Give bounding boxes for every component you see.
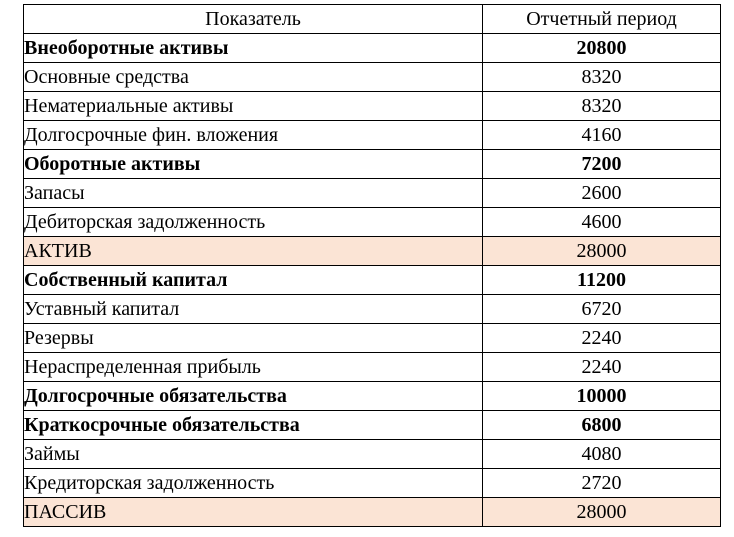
row-label: Долгосрочные обязательства (24, 382, 483, 411)
column-header-indicator: Показатель (24, 5, 483, 34)
row-value: 2600 (483, 179, 721, 208)
table-row (24, 92, 721, 121)
row-value: 7200 (483, 150, 721, 179)
table-body (24, 34, 721, 527)
row-value: 4080 (483, 440, 721, 469)
table-row (24, 208, 721, 237)
row-label: Займы (24, 440, 483, 469)
row-label: Основные средства (24, 63, 483, 92)
row-value: 10000 (483, 382, 721, 411)
row-value: 4600 (483, 208, 721, 237)
row-label: Уставный капитал (24, 295, 483, 324)
row-label: Нематериальные активы (24, 92, 483, 121)
row-value: 8320 (483, 63, 721, 92)
row-value: 6720 (483, 295, 721, 324)
table-row (24, 34, 721, 63)
table-header-row (24, 5, 721, 34)
table-row (24, 411, 721, 440)
table-row (24, 324, 721, 353)
balance-table (23, 4, 721, 527)
table-row (24, 295, 721, 324)
row-label: Резервы (24, 324, 483, 353)
row-value: 8320 (483, 92, 721, 121)
table-row (24, 63, 721, 92)
row-label: ПАССИВ (24, 498, 483, 527)
table-row (24, 440, 721, 469)
row-value: 28000 (483, 498, 721, 527)
row-label: Долгосрочные фин. вложения (24, 121, 483, 150)
row-value: 20800 (483, 34, 721, 63)
table-row (24, 498, 721, 527)
row-label: Кредиторская задолженность (24, 469, 483, 498)
table-row (24, 353, 721, 382)
row-value: 2240 (483, 353, 721, 382)
row-value: 2240 (483, 324, 721, 353)
row-label: Внеоборотные активы (24, 34, 483, 63)
row-label: АКТИВ (24, 237, 483, 266)
row-value: 11200 (483, 266, 721, 295)
table-row (24, 150, 721, 179)
row-value: 2720 (483, 469, 721, 498)
row-label: Краткосрочные обязательства (24, 411, 483, 440)
row-value: 6800 (483, 411, 721, 440)
table-row (24, 179, 721, 208)
row-value: 4160 (483, 121, 721, 150)
row-label: Нераспределенная прибыль (24, 353, 483, 382)
row-label: Оборотные активы (24, 150, 483, 179)
table-row (24, 266, 721, 295)
column-header-period: Отчетный период (483, 5, 721, 34)
table-row (24, 237, 721, 266)
table-row (24, 382, 721, 411)
row-label: Собственный капитал (24, 266, 483, 295)
table-row (24, 121, 721, 150)
table-row (24, 469, 721, 498)
row-value: 28000 (483, 237, 721, 266)
row-label: Запасы (24, 179, 483, 208)
row-label: Дебиторская задолженность (24, 208, 483, 237)
